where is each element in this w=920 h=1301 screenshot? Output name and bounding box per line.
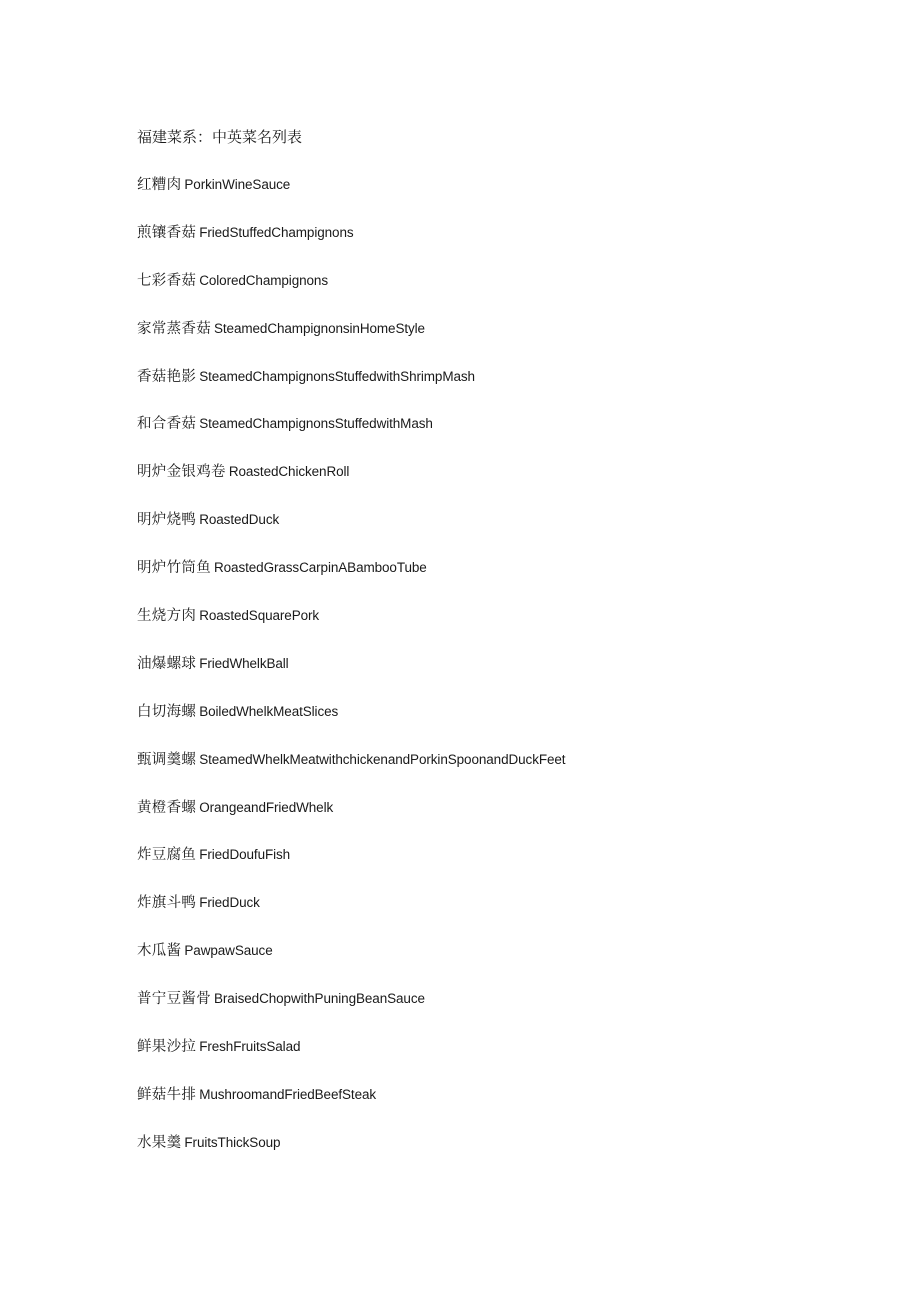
dish-name-english: RoastedSquarePork — [199, 608, 320, 624]
dish-name-chinese: 油爆螺球 — [137, 655, 197, 672]
dish-name-chinese: 黄橙香螺 — [137, 799, 197, 816]
list-item — [137, 749, 565, 797]
list-item — [137, 797, 565, 845]
dish-name-english: PawpawSauce — [184, 943, 273, 959]
list-item — [137, 605, 565, 653]
dish-name-english: MushroomandFriedBeefSteak — [199, 1086, 377, 1102]
dish-name-chinese: 普宁豆酱骨 — [137, 991, 211, 1008]
dish-name-chinese: 七彩香菇 — [137, 272, 197, 289]
dish-name-english: RoastedGrassCarpinABambooTube — [214, 560, 427, 576]
list-item — [137, 557, 565, 605]
list-item — [137, 988, 565, 1036]
dish-name-english: OrangeandFriedWhelk — [199, 799, 334, 815]
list-item — [137, 413, 565, 461]
dish-list — [137, 174, 565, 1180]
dish-name-chinese: 生烧方肉 — [137, 608, 197, 625]
list-item — [137, 844, 565, 892]
list-item — [137, 509, 565, 557]
dish-name-english: RoastedDuck — [199, 512, 280, 528]
list-item — [137, 653, 565, 701]
dish-name-english: SteamedChampignonsStuffedwithMash — [199, 416, 433, 432]
list-item — [137, 940, 565, 988]
list-item — [137, 318, 565, 366]
dish-name-english: SteamedChampignonsinHomeStyle — [214, 320, 425, 336]
dish-name-english: SteamedChampignonsStuffedwithShrimpMash — [199, 368, 475, 384]
dish-name-english: BraisedChopwithPuningBeanSauce — [214, 991, 425, 1007]
dish-name-chinese: 白切海螺 — [137, 703, 197, 720]
dish-name-english: RoastedChickenRoll — [228, 464, 350, 480]
dish-name-chinese: 明炉金银鸡卷 — [137, 464, 226, 481]
dish-name-english: PorkinWineSauce — [184, 177, 291, 192]
dish-name-chinese: 炸豆腐鱼 — [137, 847, 197, 864]
list-item — [137, 1084, 565, 1132]
dish-name-chinese: 木瓜酱 — [137, 943, 182, 960]
dish-name-chinese: 煎镶香菇 — [137, 224, 197, 241]
list-item — [137, 174, 565, 222]
list-item — [137, 1132, 565, 1180]
dish-name-chinese: 鲜菇牛排 — [137, 1086, 197, 1103]
dish-name-english: SteamedWhelkMeatwithchickenandPorkinSpoonandDuckFeet — [199, 751, 566, 767]
dish-name-english: FreshFruitsSalad — [199, 1039, 301, 1055]
list-item — [137, 366, 565, 414]
dish-name-chinese: 明炉竹筒鱼 — [137, 560, 211, 577]
dish-name-english: ColoredChampignons — [199, 272, 328, 288]
dish-name-english: FriedStuffedChampignons — [199, 224, 354, 240]
dish-name-english: FruitsThickSoup — [184, 1134, 281, 1150]
dish-name-chinese: 红糟肉 — [137, 177, 182, 193]
dish-name-chinese: 和合香菇 — [137, 416, 197, 433]
list-item — [137, 461, 565, 509]
list-item — [137, 222, 565, 270]
list-item — [137, 892, 565, 940]
list-item — [137, 1036, 565, 1084]
dish-name-english: FriedDoufuFish — [199, 847, 291, 863]
list-item — [137, 701, 565, 749]
dish-name-chinese: 香菇艳影 — [137, 368, 197, 385]
dish-name-chinese: 水果羹 — [137, 1134, 182, 1151]
dish-name-chinese: 炸旗斗鸭 — [137, 895, 197, 912]
dish-name-chinese: 鲜果沙拉 — [137, 1039, 197, 1056]
dish-name-english: BoiledWhelkMeatSlices — [199, 703, 339, 719]
dish-name-english: FriedWhelkBall — [199, 655, 289, 671]
dish-name-chinese: 明炉烧鸭 — [137, 512, 197, 529]
dish-name-chinese: 家常蒸香菇 — [137, 320, 211, 337]
document-title: 福建菜系：中英菜名列表 — [137, 128, 303, 146]
dish-name-english: FriedDuck — [199, 895, 260, 911]
list-item — [137, 270, 565, 318]
dish-name-chinese: 甄调羹螺 — [137, 751, 197, 768]
